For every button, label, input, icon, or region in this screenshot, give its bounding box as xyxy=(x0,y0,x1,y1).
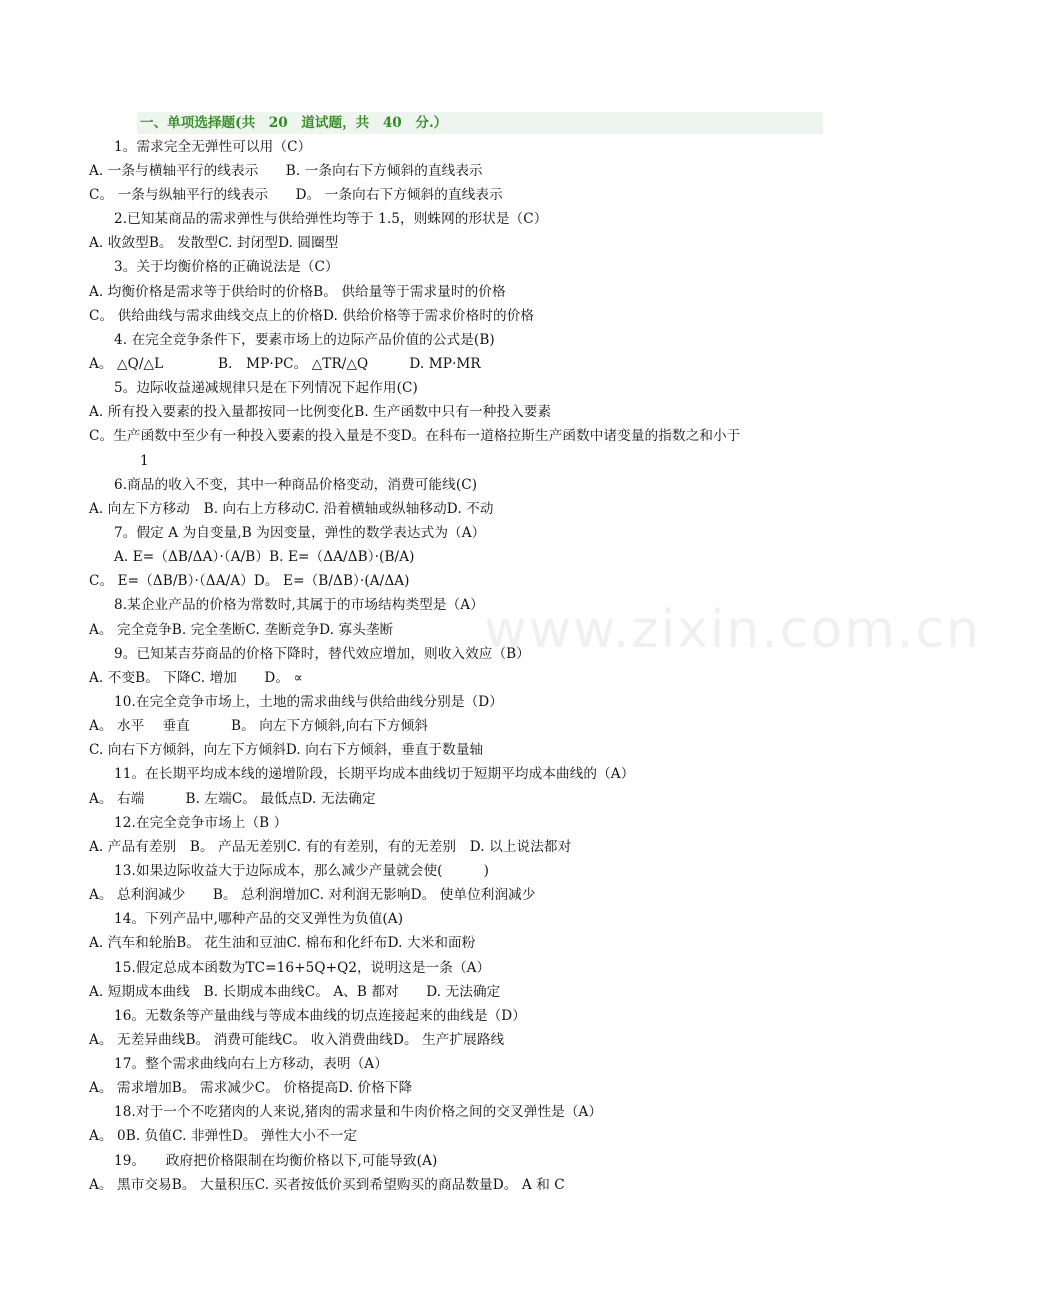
option-line: A。 总利润减少 B。 总利润增加C. 对利润无影响D。 使单位利润减少 xyxy=(89,887,536,903)
question-16: 16。无数条等产量曲线与等成本曲线的切点连接起来的曲线是（D） xyxy=(114,1008,526,1024)
question-1: 1。需求完全无弹性可以用（C） xyxy=(114,139,312,155)
question-18: 18.对于一个不吃猪肉的人来说,猪肉的需求量和牛肉价格之间的交叉弹性是（A） xyxy=(114,1104,603,1120)
option-line: A. 收敛型B。 发散型C. 封闭型D. 圆圈型 xyxy=(89,235,339,251)
question-9: 9。已知某吉芬商品的价格下降时，替代效应增加，则收入效应（B） xyxy=(114,646,530,662)
question-5: 5。边际收益递减规律只是在下列情况下起作用(C) xyxy=(114,380,418,396)
option-line: A. 均衡价格是需求等于供给时的价格B。 供给量等于需求量时的价格 xyxy=(89,284,506,300)
question-7: 7。假定 A 为自变量,B 为因变量，弹性的数学表达式为（A） xyxy=(114,525,486,541)
option-line: C。 供给曲线与需求曲线交点上的价格D. 供给价格等于需求价格时的价格 xyxy=(89,308,535,324)
option-line: A. 不变B。 下降C. 增加 D。 ∝ xyxy=(89,670,303,686)
question-3: 3。关于均衡价格的正确说法是（C） xyxy=(114,259,339,275)
question-19: 19。 政府把价格限制在均衡价格以下,可能导致(A) xyxy=(114,1153,438,1169)
option-line: A。 0B. 负值C. 非弹性D。 弹性大小不一定 xyxy=(89,1128,358,1144)
option-line: A. 短期成本曲线 B. 长期成本曲线C。 A、B 都对 D. 无法确定 xyxy=(89,984,501,1000)
option-line: A。 需求增加B。 需求减少C。 价格提高D. 价格下降 xyxy=(89,1080,413,1096)
option-line: C。 E=（ΔB/B）·（ΔA/A）D。 E=（B/ΔB）·(A/ΔA) xyxy=(89,573,410,589)
option-line: C. 向右下方倾斜，向左下方倾斜D. 向右下方倾斜，垂直于数量轴 xyxy=(89,742,484,758)
question-10: 10.在完全竞争市场上，土地的需求曲线与供给曲线分别是（D） xyxy=(114,694,503,710)
option-line: A。 右端 B. 左端C。 最低点D. 无法确定 xyxy=(89,791,376,807)
option-line: C。 一条与纵轴平行的线表示 D。 一条向右下方倾斜的直线表示 xyxy=(89,187,503,203)
option-line: A. 汽车和轮胎B。 花生油和豆油C. 棉布和化纤布D. 大米和面粉 xyxy=(89,935,476,951)
question-17: 17。整个需求曲线向右上方移动，表明（A） xyxy=(114,1056,388,1072)
option-line: C。生产函数中至少有一种投入要素的投入量是不变D。在科布一道格拉斯生产函数中诸变量的指数之和小于 xyxy=(89,428,741,444)
option-line: A. 向左下方移动 B. 向右上方移动C. 沿着横轴或纵轴移动D. 不动 xyxy=(89,501,494,517)
option-line: A。 完全竞争B. 完全垄断C. 垄断竞争D. 寡头垄断 xyxy=(89,622,394,638)
option-line: A. 一条与横轴平行的线表示 B. 一条向右下方倾斜的直线表示 xyxy=(89,163,483,179)
question-14: 14。下列产品中,哪种产品的交叉弹性为负值(A) xyxy=(114,911,404,927)
option-line-continued: 1 xyxy=(140,453,149,469)
section-header: 一、单项选择题(共 20 道试题，共 40 分.） xyxy=(140,115,448,131)
option-line: A。 黑市交易B。 大量积压C. 买者按低价买到希望购买的商品数量D。 A 和 C xyxy=(89,1177,565,1193)
question-13: 13.如果边际收益大于边际成本，那么减少产量就会使( ) xyxy=(114,863,490,879)
question-8: 8.某企业产品的价格为常数时,其属于的市场结构类型是（A） xyxy=(114,597,484,613)
option-line: A。 水平 垂直 B。 向左下方倾斜,向右下方倾斜 xyxy=(89,718,428,734)
question-11: 11。在长期平均成本线的递增阶段，长期平均成本曲线切于短期平均成本曲线的（A） xyxy=(114,766,635,782)
option-line: A. 所有投入要素的投入量都按同一比例变化B. 生产函数中只有一种投入要素 xyxy=(89,404,552,420)
question-15: 15.假定总成本函数为TC=16+5Q+Q2，说明这是一条（A） xyxy=(114,960,491,976)
watermark: www.zixin.com.cn xyxy=(484,600,981,660)
question-12: 12.在完全竞争市场上（B ） xyxy=(114,815,288,831)
option-line: A。 无差异曲线B。 消费可能线C。 收入消费曲线D。 生产扩展路线 xyxy=(89,1032,505,1048)
option-line: A. 产品有差别 B。 产品无差别C. 有的有差别，有的无差别 D. 以上说法都对 xyxy=(89,839,572,855)
question-6: 6.商品的收入不变，其中一种商品价格变动，消费可能线(C) xyxy=(114,477,478,493)
question-4: 4. 在完全竞争条件下，要素市场上的边际产品价值的公式是(B) xyxy=(114,332,495,348)
option-line: A。 △Q/△L B. MP·PC。 △TR/△Q D. MP·MR xyxy=(89,356,481,372)
option-line: A. E=（ΔB/ΔA）·（A/B）B. E=（ΔA/ΔB）·(B/A) xyxy=(114,549,415,565)
question-2: 2.已知某商品的需求弹性与供给弹性均等于 1.5，则蛛网的形状是（C） xyxy=(114,211,548,227)
